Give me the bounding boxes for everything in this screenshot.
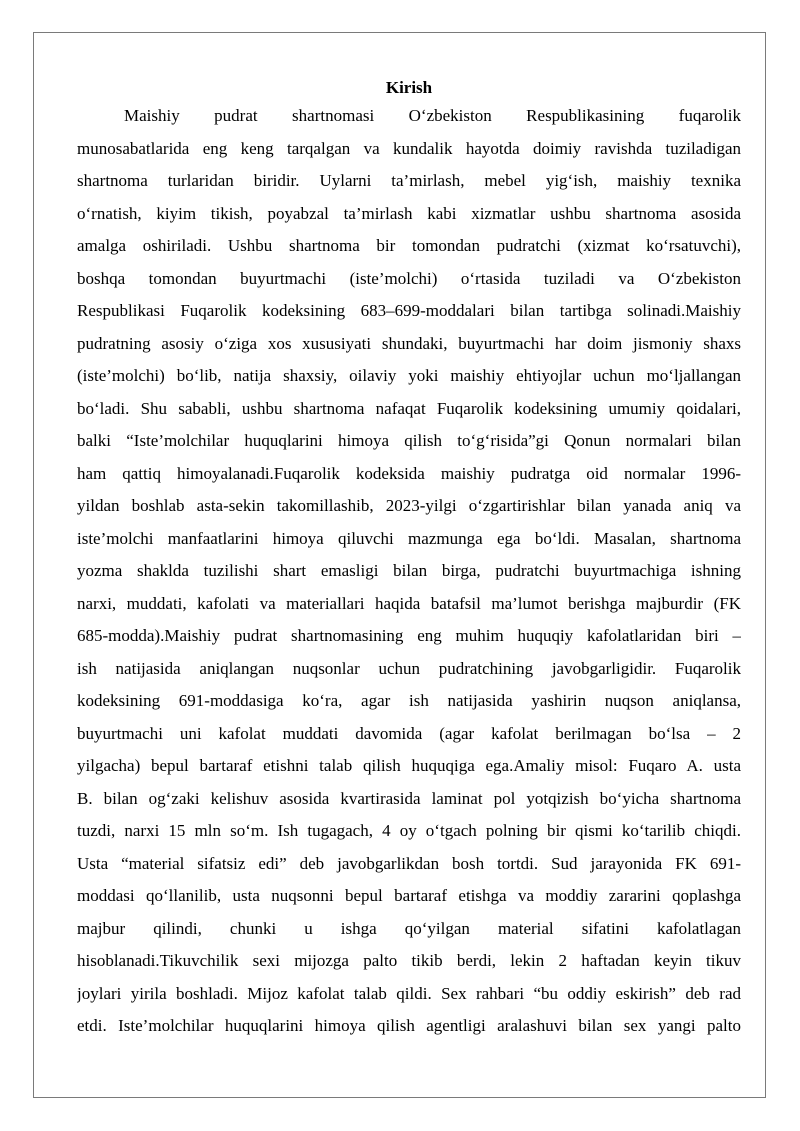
text-line: Maishiy pudrat shartnomasi O‘zbekiston Respublikasining fuqarolik	[124, 106, 741, 125]
text-line: ish natijasida aniqlangan nuqsonlar uchun pudratchining javobgarligidir. Fuqarolik	[77, 658, 741, 678]
text-line: Respublikasi Fuqarolik kodeksining 683–699-moddalari bilan tartibga solinadi.Maishiy	[77, 301, 741, 320]
section-title: Kirish	[385, 78, 433, 97]
text-line: munosabatlarida eng keng tarqalgan va kundalik hayotda doimiy ravishda tuziladigan	[77, 138, 741, 158]
text-line: boshqa tomondan buyurtmachi (iste’molchi) o‘rtasida tuziladi va O‘zbekiston	[77, 268, 741, 288]
text-line: buyurtmachi uni kafolat muddati davomida (agar kafolat berilmagan bo‘lsa – 2	[77, 723, 741, 743]
text-line: yozma shaklda tuzilishi shart emasligi bilan birga, pudratchi buyurtmachiga ishning	[77, 561, 741, 580]
text-line: majbur qilindi, chunki u ishga qo‘yilgan material sifatini kafolatlagan	[77, 918, 741, 938]
document-body	[77, 75, 741, 1043]
text-line: ham qattiq himoyalanadi.Fuqarolik kodeksida maishiy pudratga oid normalar 1996-	[77, 463, 741, 483]
text-line: moddasi qo‘llanilib, usta nuqsonni bepul bartaraf etishga va moddiy zararini qoplashga	[77, 886, 741, 905]
text-line: narxi, muddati, kafolati va materiallari haqida batafsil ma’lumot berishga majburdir (FK	[77, 593, 741, 613]
text-line: kodeksining 691-moddasiga ko‘ra, agar ish natijasida yashirin nuqson aniqlansa,	[77, 691, 741, 710]
text-line: 685-modda).Maishiy pudrat shartnomasining eng muhim huquqiy kafolatlaridan biri –	[77, 626, 741, 645]
text-line: bo‘ladi. Shu sababli, ushbu shartnoma nafaqat Fuqarolik kodeksining umumiy qoidalari,	[77, 398, 741, 418]
text-line: pudratning asosiy o‘ziga xos xususiyati shundaki, buyurtmachi har doim jismoniy shaxs	[77, 333, 741, 353]
text-line: (iste’molchi) bo‘lib, natija shaxsiy, oilaviy yoki maishiy ehtiyojlar uchun mo‘ljallangan	[77, 366, 741, 385]
text-line: iste’molchi manfaatlarini himoya qiluvchi mazmunga ega bo‘ldi. Masalan, shartnoma	[77, 528, 741, 548]
text-line: balki “Iste’molchilar huquqlarini himoya qilish to‘g‘risida”gi Qonun normalari bilan	[77, 431, 741, 450]
text-line: amalga oshiriladi. Ushbu shartnoma bir tomondan pudratchi (xizmat ko‘rsatuvchi),	[77, 236, 741, 255]
text-line: yildan boshlab asta-sekin takomillashib, 2023-yilgi o‘zgartirishlar bilan yanada aniq va	[77, 496, 741, 515]
text-line: Usta “material sifatsiz edi” deb javobgarlikdan bosh tortdi. Sud jarayonida FK 691-	[77, 853, 741, 873]
paragraph	[77, 100, 741, 1043]
text-line: o‘rnatish, kiyim tikish, poyabzal ta’mirlash kabi xizmatlar ushbu shartnoma asosida	[77, 203, 741, 223]
text-line: hisoblanadi.Tikuvchilik sexi mijozga palto tikib berdi, lekin 2 haftadan keyin tikuv	[77, 951, 741, 970]
text-line: shartnoma turlaridan biridir. Uylarni ta’mirlash, mebel yig‘ish, maishiy texnika	[77, 171, 741, 190]
text-line: joylari yirila boshladi. Mijoz kafolat talab qildi. Sex rahbari “bu oddiy eskirish” deb rad	[77, 983, 741, 1003]
text-line: yilgacha) bepul bartaraf etishni talab qilish huquqiga ega.Amaliy misol: Fuqaro A. usta	[77, 756, 741, 775]
text-line: B. bilan og‘zaki kelishuv asosida kvartirasida laminat pol yotqizish bo‘yicha shartnoma	[77, 788, 741, 808]
text-line: etdi. Iste’molchilar huquqlarini himoya qilish agentligi aralashuvi bilan sex yangi palto	[77, 1016, 741, 1035]
text-line: tuzdi, narxi 15 mln so‘m. Ish tugagach, 4 oy o‘tgach polning bir qismi ko‘tarilib chiqdi.	[77, 821, 741, 840]
